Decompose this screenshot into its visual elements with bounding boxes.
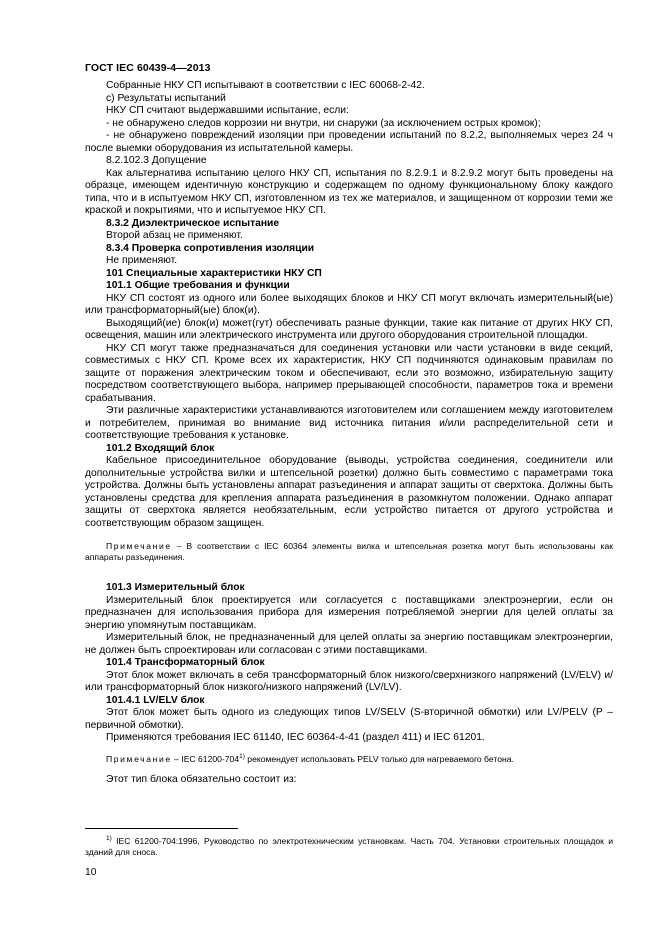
paragraph: Этот блок может быть одного из следующих типов LV/SELV (S-вторичной обмотки) или LV/PELV (P – первичной обмотки). (85, 707, 613, 731)
paragraph: НКУ СП могут также предназначаться для соединения установки или части установки в виде секций, совместимых с НКУ СП. Кроме всех их характеристик, НКУ СП подчиняются одинаковым правилам по защите от поражения электрическим током и обеспечивают, если это возможно, избирательную защиту посредством соответствующего выбора, например прерывающей способности, параметров тока и времени срабатывания. (85, 342, 613, 404)
footnote-text: IEC 61200-704:1996, Руководство по электротехническим установкам. Часть 704. Установки строительных площадок и зданий для сноса. (85, 836, 613, 857)
section-heading: 101.2 Входящий блок (106, 442, 215, 454)
paragraph: Этот блок может включать в себя трансформаторный блок низкого/сверхнизкого напряжений (LV/ELV) и/или трансформаторный блок низкого/низкого напряжений (LV/LV). (85, 669, 613, 693)
paragraph: Кабельное присоединительное оборудование (выводы, устройства соединения, соединители или дополнительные устройства вилки и штепсельной розетки) должно быть совместимо с параметрами тока устройства. Должны быть установлены аппарат разъединения и аппарат защиты от сверхтока. Должны быть установлены средства для крепления аппарата разъединения в разомкнутом положении. Однако аппарат защиты от сверхтока является необязательным, если устройство питается от другого устройства и соответствующим образом защищен. (85, 455, 613, 529)
paragraph: Как альтернатива испытанию целого НКУ СП, испытания по 8.2.9.1 и 8.2.9.2 могут быть проведены на образце, имеющем идентичную конструкцию и содержащем по одному функциональному блоку каждого типа, что и в испытуемом НКУ СП, изготовленном из тех же материалов, и защищенном от коррозии теми же краской и покрытиями, что и испытуемое НКУ СП. (85, 167, 613, 216)
note (85, 754, 613, 765)
section-heading: 101.4 Трансформаторный блок (106, 657, 265, 668)
document-header: ГОСТ IEC 60439-4—2013 (85, 62, 211, 74)
footnote-ref: 1) (239, 752, 245, 760)
note-label: Примечание (106, 753, 172, 764)
page-number: 10 (85, 867, 97, 878)
paragraph: НКУ СП считают выдержавшими испытание, если: (106, 105, 349, 116)
section-heading: 101.1 Общие требования и функции (106, 280, 290, 291)
note-text: – IEC 61200-704 (171, 753, 240, 764)
paragraph: Этот тип блока обязательно состоит из: (106, 773, 297, 785)
paragraph: Применяются требования IEC 61140, IEC 60364-4-41 (раздел 411) и IEC 61201. (106, 732, 485, 743)
note-label: Примечание (106, 541, 172, 551)
document-body (85, 80, 613, 786)
paragraph: Собранные НКУ СП испытывают в соответствии с IEC 60068-2-42. (106, 80, 425, 91)
paragraph: НКУ СП состоят из одного или более выходящих блоков и НКУ СП могут включать измерительный(ые) или трансформаторный(ые) блок(и). (85, 292, 613, 316)
list-item: - не обнаружено следов коррозии ни внутри, ни снаружи (за исключением острых кромок); (106, 117, 541, 129)
paragraph: Не применяют. (106, 255, 178, 266)
clause-heading: 8.2.102.3 Допущение (106, 155, 207, 166)
note-text: – В соответствии с IEC 60364 элементы вилка и штепсельная розетка могут быть использованы как аппараты разъединения. (85, 541, 613, 562)
section-heading: 8.3.4 Проверка сопротивления изоляции (106, 242, 315, 254)
footnote-separator (85, 828, 238, 829)
note (85, 541, 613, 563)
note-text: рекомендует использовать PELV только для нагреваемого бетона. (244, 753, 514, 764)
section-heading: 101.4.1 LV/ELV блок (106, 694, 205, 706)
section-heading: 101.3 Измерительный блок (106, 582, 245, 593)
paragraph: Выходящий(ие) блок(и) может(гут) обеспечивать разные функции, такие как питание от других НКУ СП, освещения, машин или электрического инструмента или другого оборудования строительной площадки. (85, 317, 613, 341)
paragraph: Измерительный блок проектируется или согласуется с поставщиками электроэнергии, если он предназначен для использования прибора для измерения потребляемой энергии для целей оплаты за энергию упомянутым поставщикам. (85, 594, 613, 631)
list-item: - не обнаружено повреждений изоляции при проведении испытаний по 8.2.2, выполняемых через 24 ч после выемки оборудования из испытательной камеры. (85, 130, 613, 154)
section-heading: 8.3.2 Диэлектрическое испытание (106, 217, 280, 229)
paragraph: Второй абзац не применяют. (106, 230, 243, 241)
paragraph: Измерительный блок, не предназначенный для целей оплаты за энергию поставщикам электроэнергии, не должен быть спроектирован или согласован с этими поставщиками. (85, 632, 613, 656)
paragraph: c) Результаты испытаний (106, 92, 226, 104)
footnote-marker: 1) (106, 835, 112, 843)
section-heading: 101 Специальные характеристики НКУ СП (106, 267, 322, 279)
footnote (85, 836, 613, 858)
paragraph: Эти различные характеристики устанавливаются изготовителем или соглашением между изготовителем и потребителем, принимая во внимание вид источника питания и/или распределительной сети и соответствующие требования к установке. (85, 405, 613, 441)
